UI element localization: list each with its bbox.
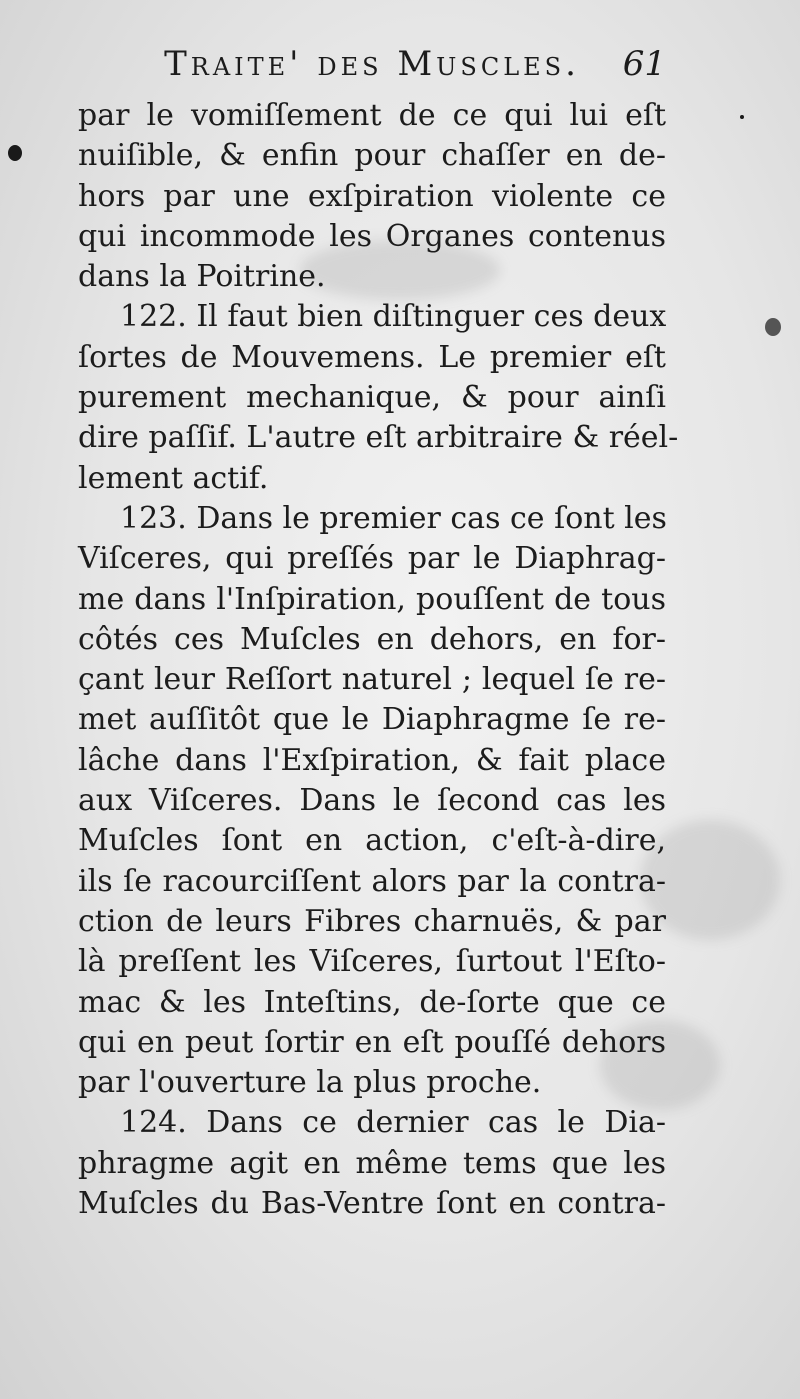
text-line: me dans l'Inſpiration, pouſſent de tous <box>78 581 666 617</box>
text-line: ſortes de Mouvemens. Le premier eſt <box>78 339 666 375</box>
text-line: qui en peut ſortir en eſt pouſſé dehors <box>78 1024 666 1060</box>
text-line: là preſſent les Viſceres, ſurtout l'Eſto- <box>78 944 666 980</box>
running-header <box>78 44 666 96</box>
ink-spot <box>740 115 744 119</box>
text-line: par l'ouverture la plus proche. <box>78 1065 542 1101</box>
text-line: phragme agit en même tems que les <box>78 1145 666 1181</box>
text-line: par le vomiſſement de ce qui lui eſt <box>78 98 666 133</box>
text-line: nuiſible, & enfin pour chaſſer en de- <box>78 138 666 174</box>
text-line: ils ſe racourciſſent alors par la contra- <box>78 863 666 899</box>
running-title: Traite' des Muscles. <box>164 44 580 84</box>
text-line: qui incommode les Organes contenus <box>78 218 666 254</box>
text-line: mac & les Inteſtins, de-ſorte que ce <box>78 984 666 1020</box>
text-line: Muſcles ſont en action, c'eſt-à-dire, <box>78 823 666 859</box>
text-line: Viſceres, qui preſſés par le Diaphrag- <box>78 541 666 577</box>
text-line: lâche dans l'Exſpiration, & fait place <box>78 742 666 778</box>
text-line: dans la Poitrine. <box>78 259 326 295</box>
text-line: Muſcles du Bas-Ventre ſont en contra- <box>78 1186 666 1222</box>
text-line: 123. Dans le premier cas ce ſont les <box>120 500 667 536</box>
page-number: 61 <box>622 44 666 84</box>
ink-spot <box>765 318 781 336</box>
page-text <box>78 44 679 1224</box>
text-line: ction de leurs Fibres charnuës, & par <box>78 903 666 939</box>
text-line: hors par une exſpiration violente ce <box>78 178 666 214</box>
text-line: 122. Il faut bien diſtinguer ces deux <box>120 299 667 335</box>
ink-spot <box>8 145 22 161</box>
text-line: 124. Dans ce dernier cas le Dia- <box>120 1105 666 1141</box>
text-line: met auſſitôt que le Diaphragme ſe re- <box>78 702 666 738</box>
text-line: lement actif. <box>78 460 269 496</box>
text-line: purement mechanique, & pour ainſi <box>78 380 666 416</box>
text-line: côtés ces Muſcles en dehors, en for- <box>78 621 666 657</box>
body-text <box>78 96 679 1224</box>
text-line: çant leur Reſſort naturel ; lequel ſe re- <box>78 662 666 698</box>
text-line: dire paſſif. L'autre eſt arbitraire & réel- <box>78 420 679 456</box>
text-line: aux Viſceres. Dans le ſecond cas les <box>78 783 666 819</box>
